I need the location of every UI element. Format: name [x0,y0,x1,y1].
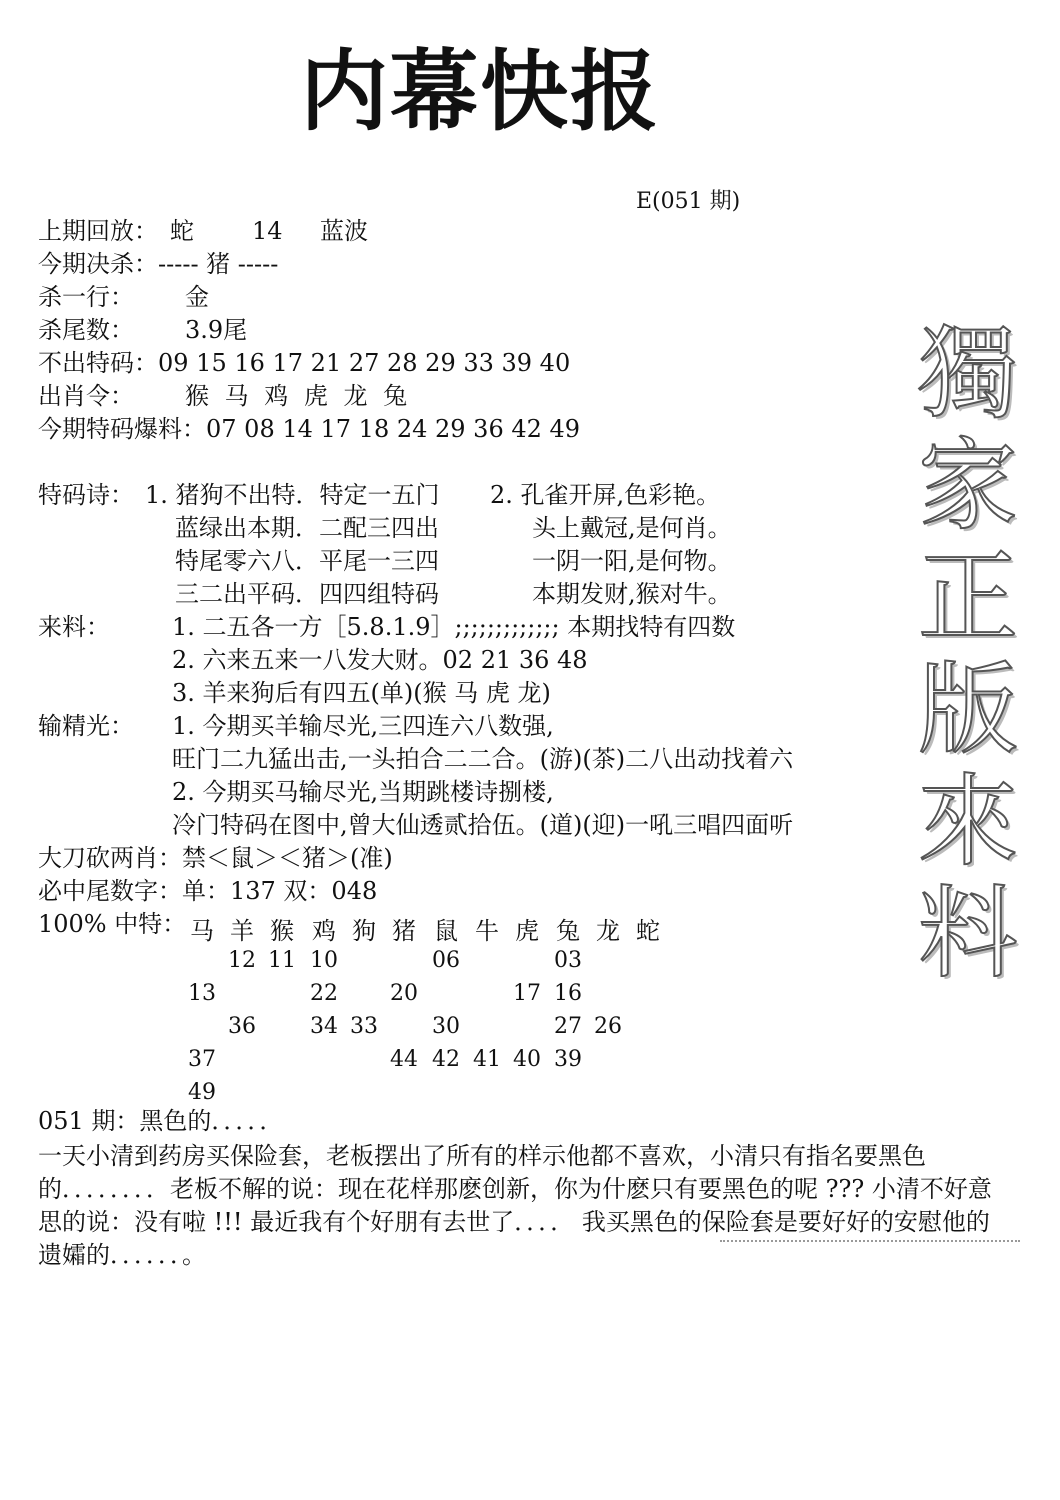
grid-number: 10 [310,948,338,973]
animal-header: 兔 [556,917,580,945]
side-char: 料 [918,875,1018,992]
kill-this-value: ----- 猪 ----- [158,250,279,278]
last-issue-wave: 蓝波 [320,217,368,245]
poem-line-1-left: 1. 猪狗不出特．特定一五门 [145,481,440,509]
row-big-knife [38,843,393,873]
issue-number: E(051 期) [636,189,741,214]
source-line-1: 1. 二五各一方［5.8.1.9］;;;;;;;;;;;;; 本期找特有四数 [172,613,736,641]
lose-label: 输精光： [38,712,134,740]
row-kill-this [38,249,278,279]
grid-number: 49 [188,1080,216,1105]
animal-header: 鸡 [312,917,336,945]
source-line-2: 2. 六来五来一八发大财。02 21 36 48 [172,646,588,674]
poem-line-1-right: 2. 孔雀开屏,色彩艳。 [490,481,721,509]
side-char: 正 [918,539,1018,656]
animal-header: 虎 [515,917,539,945]
source-label: 来料： [38,613,110,641]
animal-header: 牛 [475,917,499,945]
side-char: 來 [918,763,1018,880]
grid-number: 30 [432,1014,460,1039]
source-line-3: 3. 羊来狗后有四五(单)(猴 马 虎 龙) [172,679,551,707]
kill-tail-label: 杀尾数： [38,316,134,344]
kill-row-value: 金 [185,283,209,311]
grid-number: 13 [188,981,216,1006]
reveal-label: 今期特码爆料： [38,415,206,443]
poem-line-4-right: 本期发财,猴对牛。 [532,580,732,608]
animal-order-value: 猴 马 鸡 虎 龙 兔 [185,382,412,410]
no-special-label: 不出特码： [38,349,158,377]
grid-number: 41 [473,1047,501,1072]
animal-order-label: 出肖令： [38,382,134,410]
grid-number: 36 [228,1014,256,1039]
grid-number: 27 [554,1014,582,1039]
grid-number: 03 [554,948,582,973]
no-special-value: 09 15 16 17 21 27 28 29 33 39 40 [158,349,571,377]
grid-number: 16 [554,981,582,1006]
poem-line-3-right: 一阴一阳,是何物。 [532,547,732,575]
grid-number: 26 [594,1014,622,1039]
poem-line-4-left: 三二出平码．四四组特码 [175,580,439,608]
kill-row-label: 杀一行： [38,283,134,311]
big-knife-label: 大刀砍两肖： [38,844,182,872]
grid-number: 40 [513,1047,541,1072]
poem-line-2-left: 蓝绿出本期．二配三四出 [175,514,439,542]
grid-number: 12 [228,948,256,973]
last-issue-number: 14 [252,217,283,245]
row-reveal [38,414,580,444]
story-text [38,1140,1013,1272]
lose-line-4: 冷门特码在图中,曾大仙透贰拾伍。(道)(迎)一吼三唱四面听 [172,811,794,839]
side-char: 家 [918,427,1018,544]
animal-header: 马 [190,917,214,945]
row-no-special [38,348,570,378]
lose-line-2: 旺门二九猛出击,一头拍合二二合。(游)(茶)二八出动找着六 [172,745,794,773]
kill-tail-value: 3.9尾 [185,316,248,344]
last-issue-animal: 蛇 [170,217,194,245]
side-char: 版 [918,651,1018,768]
grid-number: 37 [188,1047,216,1072]
big-knife-value: 禁＜鼠＞＜猪＞(准) [182,844,393,872]
lose-line-3: 2. 今期买马输尽光,当期跳楼诗捌楼, [172,778,554,806]
side-char: 獨 [918,315,1018,432]
animal-header: 鼠 [434,917,458,945]
scribble-mark [720,1232,1020,1242]
grid-number: 17 [513,981,541,1006]
poem-label: 特码诗： [38,481,134,509]
animal-header: 龙 [596,917,620,945]
row-tail-digits [38,876,377,906]
hundred-label: 100% 中特： [38,910,187,938]
poem-line-2-right: 头上戴冠,是何肖。 [532,514,732,542]
animal-header: 猪 [392,917,416,945]
tail-digits-label: 必中尾数字： [38,877,182,905]
story-paragraph: 一天小清到药房买保险套，老板摆出了所有的样示他都不喜欢，小清只有指名要黑色的．．．．．．．．老板不解的说：现在花样那麽创新，你为什麽只有要黑色的呢 ??? 小清不好意思的说：没有啦 !!! 最近我有个好朋有去世了．．．． 我买黑色的保险套是要好好的安慰他的遗孀的．．．．．．。 [38,1142,992,1269]
animal-header: 狗 [352,917,376,945]
tail-digits-value: 单：137 双：048 [182,877,378,905]
grid-number: 44 [390,1047,418,1072]
animal-header: 羊 [230,917,254,945]
grid-number: 34 [310,1014,338,1039]
grid-number: 42 [432,1047,460,1072]
poem-line-3-left: 特尾零六八．平尾一三四 [175,547,439,575]
reveal-value: 07 08 14 17 18 24 29 36 42 49 [206,415,581,443]
last-issue-label: 上期回放： [38,217,158,245]
grid-number: 33 [350,1014,378,1039]
animal-header: 蛇 [636,917,660,945]
lose-line-1: 1. 今期买羊输尽光,三四连六八数强, [172,712,554,740]
grid-number: 22 [310,981,338,1006]
animal-header: 猴 [270,917,294,945]
grid-number: 20 [390,981,418,1006]
row-last-issue [38,216,158,246]
grid-number: 11 [268,948,296,973]
kill-this-label: 今期决杀： [38,250,158,278]
story-heading: 051 期：黑色的．．．．． [38,1107,284,1135]
grid-number: 39 [554,1047,582,1072]
grid-number: 06 [432,948,460,973]
side-banner [898,315,1038,992]
page-title: 内幕快报 [300,40,661,143]
